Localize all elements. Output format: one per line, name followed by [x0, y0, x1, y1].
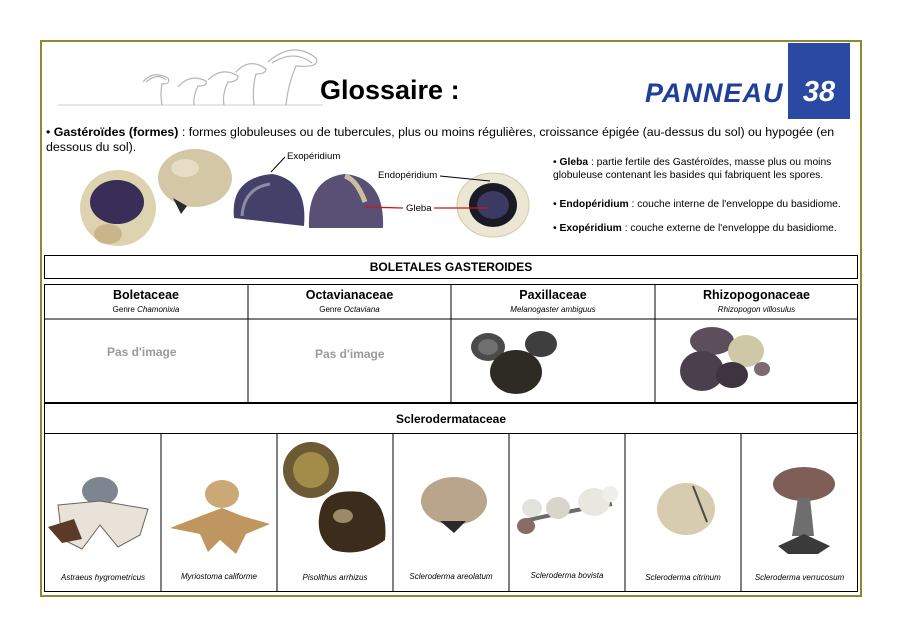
section-heading-boletales: BOLETALES GASTEROIDES: [44, 255, 858, 279]
family-boletaceae: Boletaceae Genre Chamonixia: [112, 288, 180, 314]
species-caption: Astraeus hygrometricus: [60, 573, 146, 582]
species-caption: Scleroderma areolatum: [409, 572, 493, 581]
melanogaster-photo: [468, 328, 563, 396]
exoperidium-label: Exopéridium: [287, 151, 341, 162]
no-image-boletaceae: Pas d'image: [107, 345, 177, 359]
section-heading-sclerodermataceae: Sclerodermataceae: [44, 403, 858, 434]
definition-gleba: • Gleba : partie fertile des Gastéroïdes, masse plus ou moins globuleuse contenant les basides qui fabriquent les spores.: [553, 157, 832, 181]
species-caption: Scleroderma citrinum: [645, 573, 721, 582]
species-caption: Pisolithus arrhizus: [302, 573, 368, 582]
panel-number: 38: [802, 76, 836, 108]
species-caption: Scleroderma verrucosum: [754, 573, 845, 582]
scleroderma-areolatum-photo: [418, 475, 490, 537]
panel-label: PANNEAU: [645, 78, 784, 108]
family-octavianaceae: Octavianaceae Genre Octaviana: [305, 288, 394, 314]
intro-term: Gastéroïdes (formes): [53, 125, 179, 139]
definition-exoperidium: • Exopéridium : couche externe de l'enveloppe du basidiome.: [553, 223, 837, 234]
myriostoma-photo: [166, 478, 274, 558]
intro-text: : formes globuleuses ou de tubercules, plus ou moins régulières, croissance épigée (au-dessus du sol) ou hypogée (en dessous du sol).: [46, 125, 835, 154]
family-rhizopogonaceae: Rhizopogonaceae Rhizopogon villosulus: [703, 288, 810, 314]
species-caption: Myriostoma califorme: [180, 572, 257, 581]
astraeus-photo: [48, 475, 156, 555]
page-title: Glossaire :: [320, 75, 460, 105]
species-caption: Scleroderma bovista: [530, 571, 604, 580]
scleroderma-verrucosum-photo: [768, 466, 838, 558]
rhizopogon-photo: [676, 325, 776, 395]
pisolithus-photo: [281, 440, 391, 562]
endoperidium-label: Endopéridium: [378, 170, 438, 181]
intro-paragraph: • Gastéroïdes (formes) : formes globuleuses ou de tubercules, plus ou moins régulières, croissance épigée (au-dessus du sol) ou hypogée (en dessous du sol).: [46, 125, 835, 154]
no-image-octavianaceae: Pas d'image: [315, 347, 385, 361]
scleroderma-citrinum-photo: [653, 480, 719, 538]
gleba-label: Gleba: [406, 203, 432, 214]
annotation-lines: [0, 0, 900, 260]
definition-endoperidium: • Endopéridium : couche interne de l'enveloppe du basidiome.: [553, 199, 841, 210]
family-paxillaceae: Paxillaceae Melanogaster ambiguus: [510, 288, 596, 314]
scleroderma-bovista-photo: [512, 482, 622, 542]
